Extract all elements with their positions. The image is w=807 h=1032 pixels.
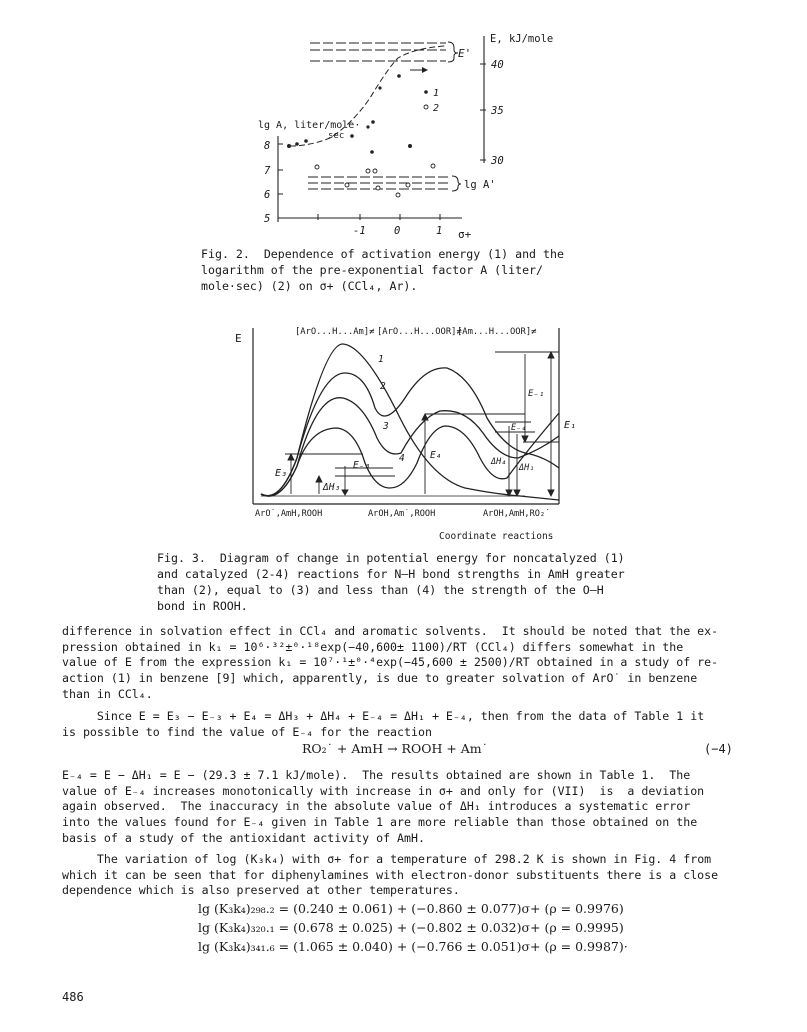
fig2-label-E-prime: E'	[458, 47, 472, 60]
fig3-curve-label-4: 4	[399, 453, 405, 464]
fig2-left-tick-6: 6	[264, 189, 271, 201]
fig2-right-axis-label: E, kJ/mole	[490, 33, 554, 45]
fig3-label-Em1: E₋₁	[528, 389, 545, 399]
fig3-caption: Fig. 3. Diagram of change in potential energy for noncatalyzed (1) and catalyzed (2-4) reactions for N–H bond strengths in AmH greater than (2), equal to (3) and less than (4) the strength of the O–H bond in ROOH.	[157, 551, 625, 613]
fig2-left-axis-label-2: sec	[328, 131, 345, 141]
fig2-right-tick-40: 40	[491, 59, 504, 71]
fig3-state-1: ArO˙,AmH,ROOH	[255, 509, 323, 519]
fig2-left-tick-5: 5	[264, 213, 271, 225]
fig3-label-dH1: ΔH₁	[519, 463, 535, 473]
fig3-label-dH4: ΔH₄	[491, 457, 507, 467]
fig3-label-dH3: ΔH₃	[323, 482, 341, 493]
reaction-equation: RO₂˙ + AmH → ROOH + Am˙	[302, 741, 488, 756]
fig2-left-tick-8: 8	[264, 140, 271, 152]
fig2-label-lgA-prime: lg A'	[464, 179, 496, 191]
fig3-x-label: Coordinate reactions	[439, 531, 554, 542]
page-number: 486	[62, 990, 84, 1004]
paragraph-4: The variation of log (K₃k₄) with σ+ for a temperature of 298.2 K is shown in Fig. 4 from which it can be seen that for diphenylamines with electron-donor substituents there is a close dependence which is also preserved at other temperatures.	[62, 852, 719, 898]
fig3-curve-label-1: 1	[378, 354, 384, 365]
fig2-right-tick-35: 35	[491, 105, 504, 117]
fig2-points-series-2	[315, 164, 435, 197]
fig2-legend-1: 1	[433, 88, 440, 99]
equation-1: lg (K₃k₄)₂₉₈.₂ = (0.240 ± 0.061) + (−0.860 ± 0.077)σ+ (ρ = 0.9976)	[198, 901, 624, 916]
fig2-x-axis-label: σ+	[458, 228, 472, 241]
fig3-label-E3: E₃	[275, 468, 288, 479]
fig2-legend-2: 2	[433, 103, 440, 114]
fig2-x-tick-m1: -1	[353, 225, 366, 237]
paragraph-2: Since E = E₃ − E₋₃ + E₄ = ΔH₃ + ΔH₄ + E₋₄ = ΔH₁ + E₋₄, then from the data of Table 1 it is possible to find the value of E₋₄ for the reaction	[62, 709, 705, 739]
fig3-curve-label-2: 2	[380, 381, 386, 392]
fig3-label-Em4: E₋₄	[511, 423, 527, 433]
fig2-right-tick-30: 30	[491, 155, 504, 167]
fig3-label-E1: E₁	[564, 420, 577, 431]
fig3-curve-label-3: 3	[383, 421, 389, 432]
fig3-y-label: E	[235, 332, 242, 345]
figure-2	[240, 28, 570, 243]
fig3-state-2: ArOH,Am˙,ROOH	[368, 509, 436, 519]
fig3-label-Em3: E₋₃	[353, 460, 371, 471]
fig2-points-series-1	[287, 74, 412, 154]
paragraph-1: difference in solvation effect in CCl₄ and aromatic solvents. It should be noted that the ex- pression obtained in k₁ = 10⁶·³²±⁰·¹⁸exp(−40,600± 1100)/RT (CCl₄) differs somewhat in the value of E from the expression k₁ = 10⁷·¹±⁰·⁴exp(−45,600 ± 2500)/RT obtained in a study of re- action (1) in benzene [9] which, apparently, is due to greater solvation of ArO˙ in benzene than in CCl₄.	[62, 624, 719, 701]
fig3-state-3: ArOH,AmH,RO₂˙	[483, 509, 551, 519]
figure-3	[225, 318, 595, 548]
reaction-number: (−4)	[704, 742, 733, 756]
fig3-ts1: [ArO...H...Am]≠	[295, 327, 375, 337]
fig3-ts2: [ArO...H...OOR]≠	[377, 327, 462, 337]
fig2-caption: Fig. 2. Dependence of activation energy (1) and the logarithm of the pre-exponential factor A (liter/ mole·sec) (2) on σ+ (CCl₄, Ar).	[201, 247, 564, 293]
fig3-label-E4: E₄	[430, 450, 442, 461]
equation-2: lg (K₃k₄)₃₂₀.₁ = (0.678 ± 0.025) + (−0.802 ± 0.032)σ+ (ρ = 0.9995)	[198, 920, 624, 935]
fig2-left-tick-7: 7	[264, 165, 271, 177]
paragraph-3: E₋₄ = E − ΔH₁ = E − (29.3 ± 7.1 kJ/mole). The results obtained are shown in Table 1. The value of E₋₄ increases monotonically with increase in σ+ and only for (VII) is a deviation again observed. The inaccuracy in the absolute value of ΔH₁ introduces a systematic error into the values found for E₋₄ given in Table 1 are more reliable than those obtained on the basis of a study of the antioxidant activity of AmH.	[62, 768, 705, 845]
fig2-x-tick-1: 1	[436, 225, 443, 237]
equation-3: lg (K₃k₄)₃₄₁.₆ = (1.065 ± 0.040) + (−0.766 ± 0.051)σ+ (ρ = 0.9987)·	[198, 939, 628, 954]
fig3-ts3: [Am...H...OOR]≠	[457, 327, 537, 337]
fig2-x-tick-0: 0	[394, 225, 401, 237]
fig2-left-axis-label: lg A, liter/mole·	[258, 120, 361, 131]
